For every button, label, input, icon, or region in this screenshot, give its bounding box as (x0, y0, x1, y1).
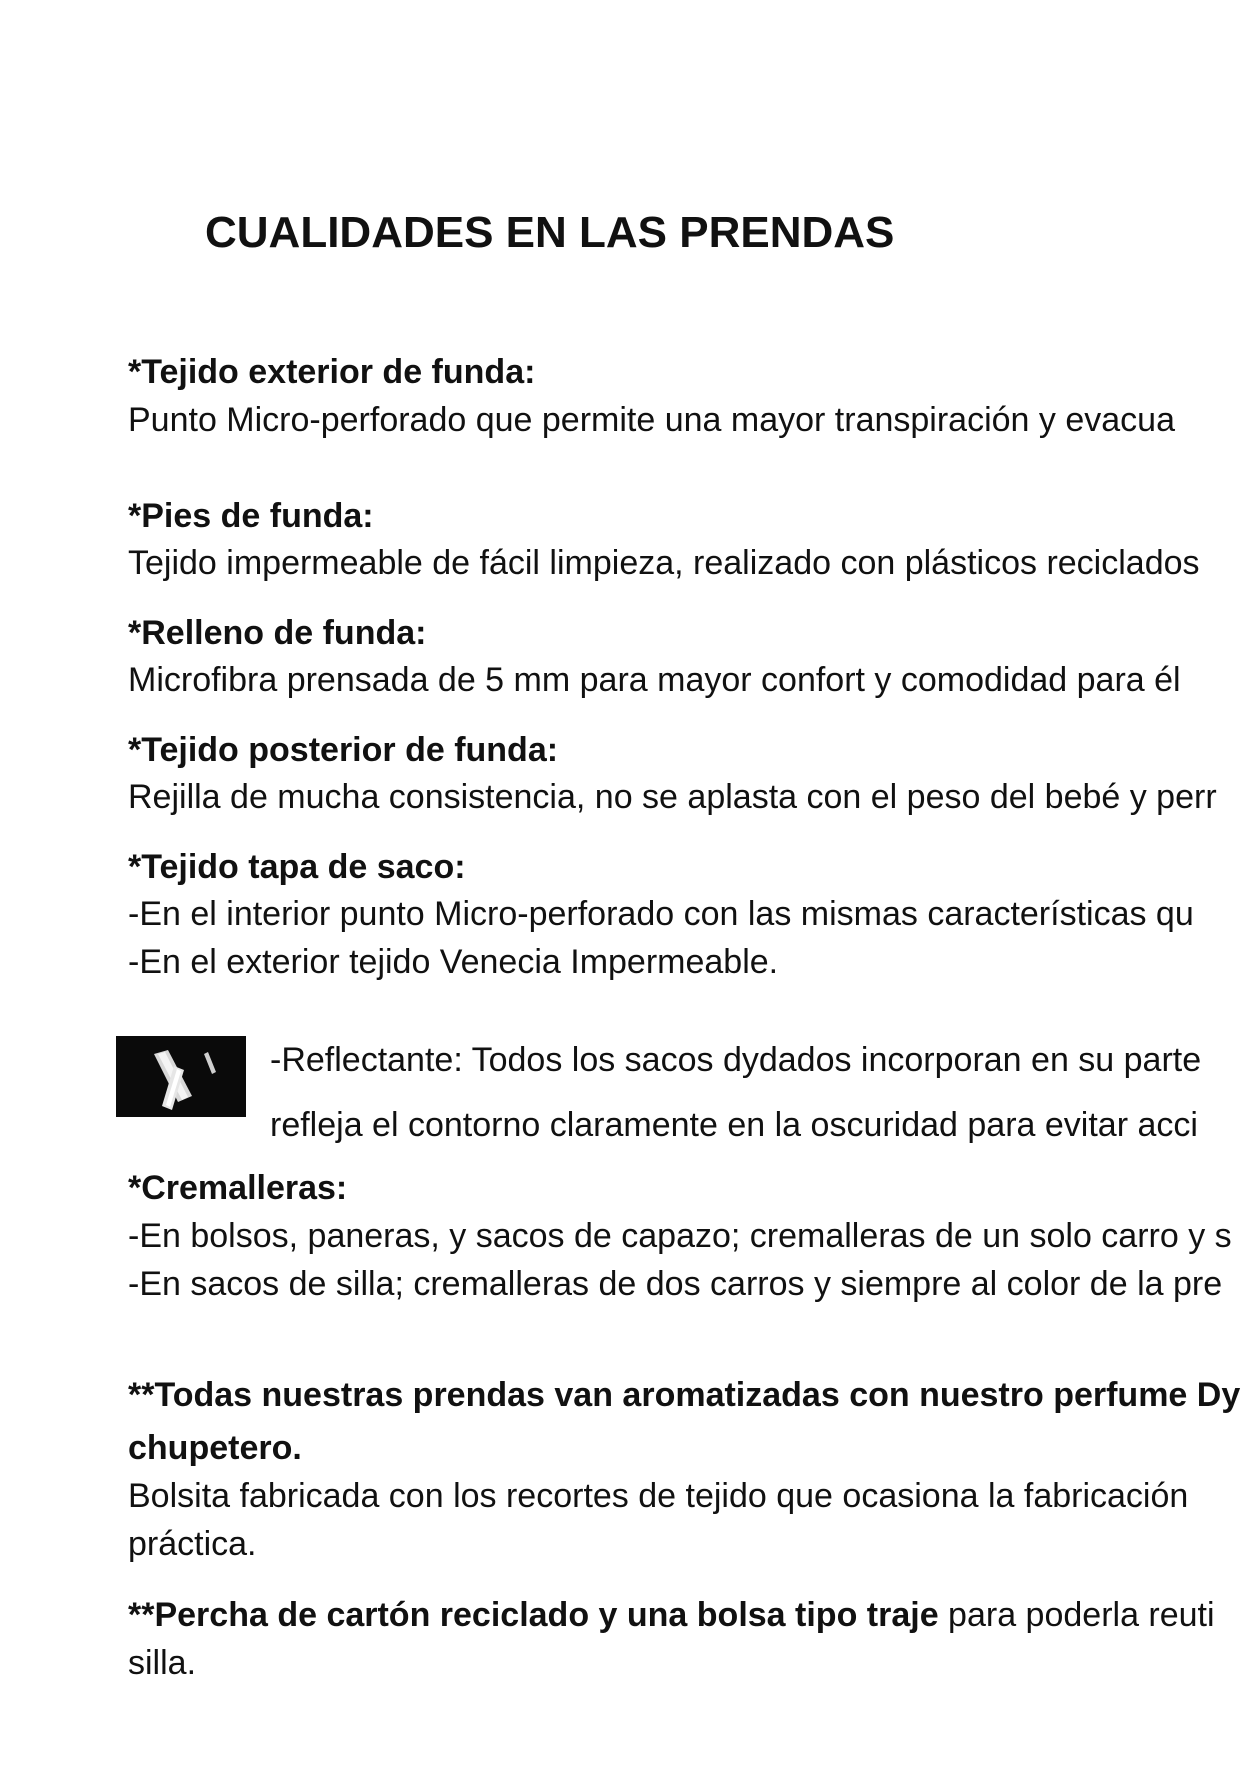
percha-rest: para poderla reuti (938, 1596, 1215, 1634)
text-percha (128, 1595, 1215, 1635)
text-tapa-interior: -En el interior punto Micro-perforado con las mismas características qu (128, 895, 1194, 933)
heading-relleno: *Relleno de funda: (128, 614, 427, 652)
text-bolsita-2: práctica. (128, 1525, 257, 1563)
percha-bold: **Percha de cartón reciclado y una bolsa tipo traje (128, 1596, 939, 1634)
heading-tejido-exterior: *Tejido exterior de funda: (128, 353, 536, 391)
text-tejido-posterior: Rejilla de mucha consistencia, no se aplasta con el peso del bebé y perr (128, 778, 1217, 816)
heading-perfume-1: **Todas nuestras prendas van aromatizadas con nuestro perfume Dy (128, 1376, 1241, 1414)
heading-tejido-posterior: *Tejido posterior de funda: (128, 731, 559, 769)
text-tejido-exterior: Punto Micro-perforado que permite una mayor transpiración y evacua (128, 401, 1175, 439)
text-pies: Tejido impermeable de fácil limpieza, realizado con plásticos reciclados (128, 544, 1200, 582)
text-cremalleras-1: -En bolsos, paneras, y sacos de capazo; cremalleras de un solo carro y s (128, 1217, 1232, 1255)
text-percha-2: silla. (128, 1644, 197, 1682)
text-reflectante-1: -Reflectante: Todos los sacos dydados incorporan en su parte (270, 1041, 1202, 1079)
heading-cremalleras: *Cremalleras: (128, 1169, 348, 1207)
heading-tejido-tapa: *Tejido tapa de saco: (128, 848, 466, 886)
text-tapa-exterior: -En el exterior tejido Venecia Impermeable. (128, 943, 779, 981)
text-relleno: Microfibra prensada de 5 mm para mayor confort y comodidad para él (128, 661, 1181, 699)
page-title: CUALIDADES EN LAS PRENDAS (205, 208, 895, 257)
reflective-x-icon (116, 1036, 246, 1117)
heading-perfume-2: chupetero. (128, 1429, 302, 1467)
heading-pies: *Pies de funda: (128, 497, 374, 535)
text-reflectante-2: refleja el contorno claramente en la oscuridad para evitar acci (270, 1106, 1198, 1144)
text-bolsita-1: Bolsita fabricada con los recortes de tejido que ocasiona la fabricación (128, 1477, 1189, 1515)
text-cremalleras-2: -En sacos de silla; cremalleras de dos carros y siempre al color de la pre (128, 1265, 1223, 1303)
